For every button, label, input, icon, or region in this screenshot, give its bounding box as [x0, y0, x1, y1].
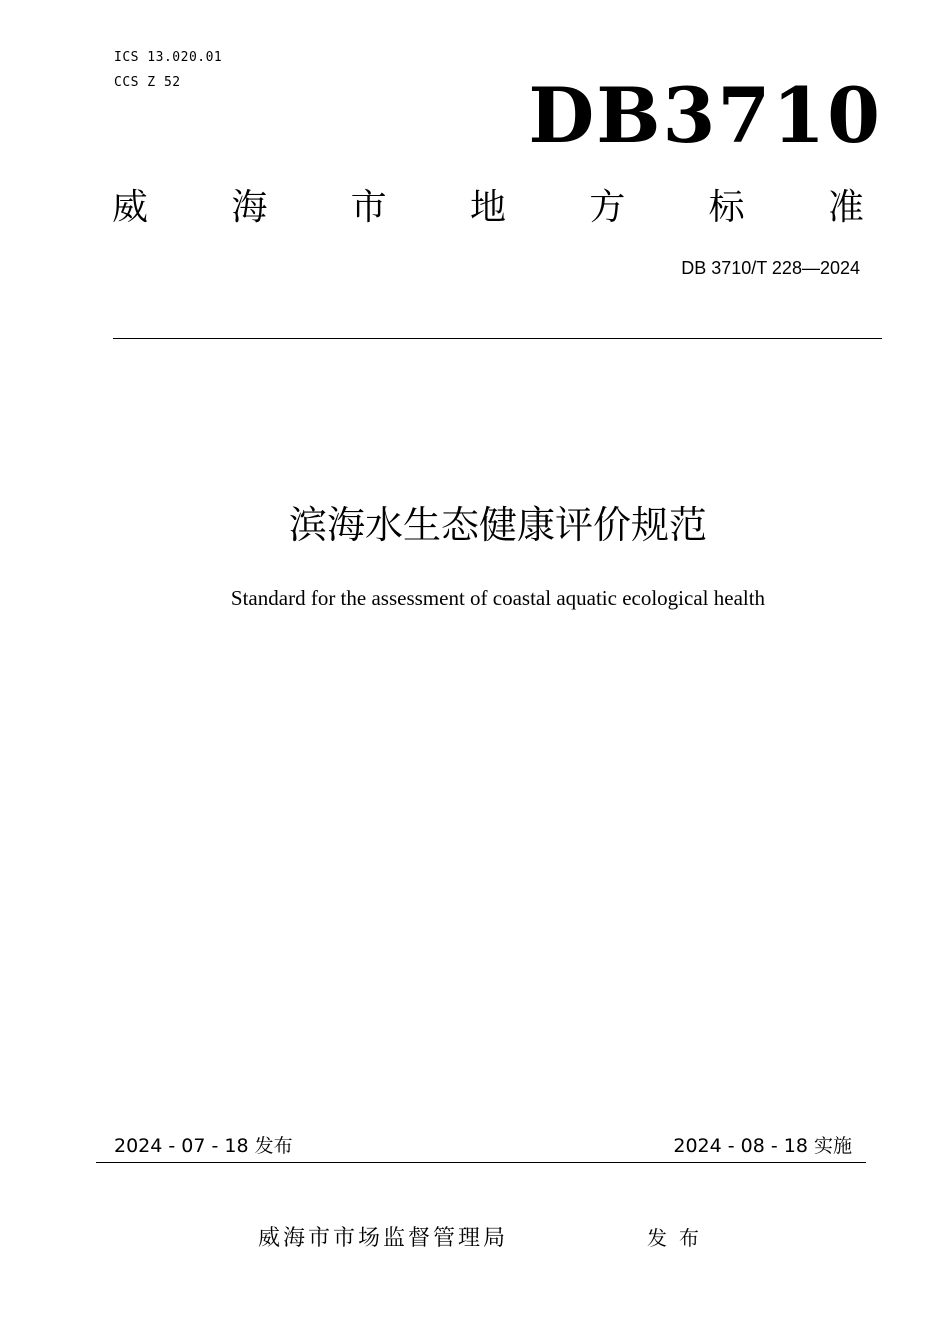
standard-type-char: 标 [708, 187, 745, 228]
standard-type-char: 海 [231, 187, 268, 228]
issuing-authority: 威海市市场监督管理局 [258, 1226, 509, 1251]
standard-type-heading [112, 186, 864, 230]
standard-type-char: 准 [827, 187, 864, 228]
implementation-date: 2024 - 08 - 18 实施 [673, 1135, 852, 1157]
db-code-logo: DB3710 [528, 71, 882, 160]
standard-type-char: 市 [350, 187, 387, 228]
standard-type-char: 威 [112, 187, 149, 228]
standard-number: DB 3710/T 228—2024 [681, 258, 860, 278]
ccs-code: CCS Z 52 [114, 75, 181, 90]
title-english: Standard for the assessment of coastal aquatic ecological health [230, 586, 766, 610]
issue-date: 2024 - 07 - 18 发布 [114, 1135, 293, 1157]
standard-type-char: 方 [589, 187, 626, 228]
footer-divider [96, 1162, 866, 1163]
header-divider [113, 338, 882, 339]
title-chinese: 滨海水生态健康评价规范 [288, 503, 707, 547]
ics-code: ICS 13.020.01 [114, 50, 223, 65]
standard-type-char: 地 [469, 187, 506, 228]
issue-label: 发布 [647, 1226, 711, 1250]
